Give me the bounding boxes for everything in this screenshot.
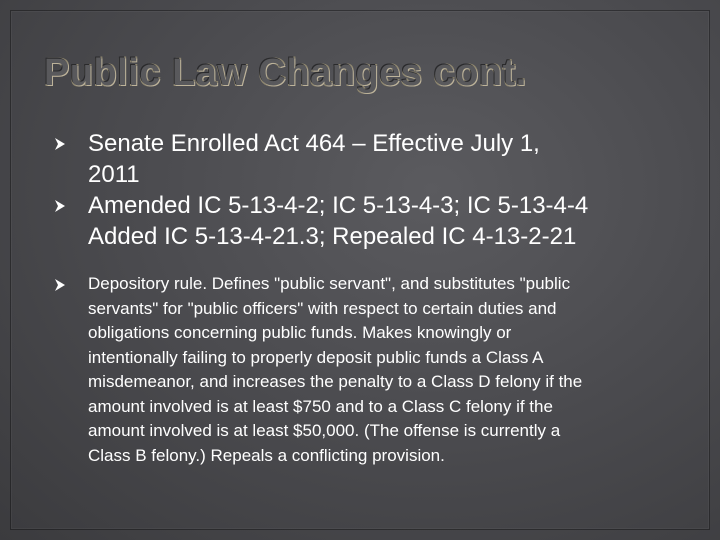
bullet-line: misdemeanor, and increases the penalty to a Class D felony if the (88, 372, 583, 391)
bullet-line: Depository rule. Defines "public servant", and substitutes "public (88, 274, 571, 293)
bullet-line: Amended IC 5-13-4-2; IC 5-13-4-3; IC 5-13-4-4 (88, 192, 589, 219)
bullet-line: servants" for "public officers" with respect to certain duties and (88, 298, 557, 318)
bullet-item (50, 190, 690, 252)
bullet-item (50, 128, 690, 190)
bullet-line: 2011 (88, 161, 140, 188)
bullet-list (50, 128, 690, 468)
bullet-line: Class B felony.) Repeals a conflicting provision. (88, 445, 445, 465)
arrowhead-bullet-icon (54, 278, 66, 292)
bullet-item (50, 272, 690, 468)
bullet-line: amount involved is at least $50,000. (The offense is currently a (88, 421, 561, 440)
bullet-line: Senate Enrolled Act 464 – Effective July 1, (88, 130, 540, 157)
arrowhead-bullet-icon (54, 199, 66, 213)
bullet-line: amount involved is at least $750 and to a Class C felony if the (88, 396, 553, 416)
arrowhead-bullet-icon (54, 137, 66, 151)
slide-title: Public Law Changes cont. (44, 52, 527, 94)
bullet-line: obligations concerning public funds. Makes knowingly or (88, 323, 512, 342)
bullet-line: Added IC 5-13-4-21.3; Repealed IC 4-13-2-21 (88, 223, 577, 250)
bullet-line: intentionally failing to properly deposit public funds a Class A (88, 347, 544, 367)
